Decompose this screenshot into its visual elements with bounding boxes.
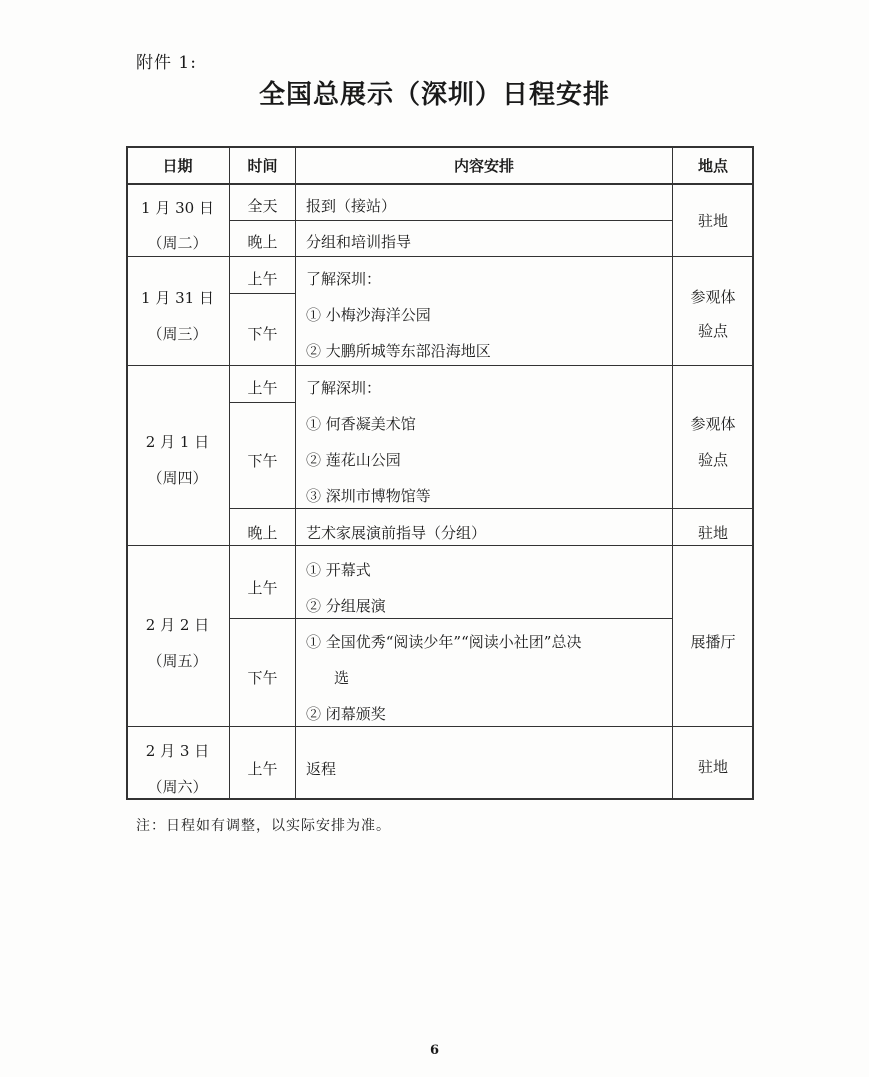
day-date: 1 月 30 日 — [141, 199, 214, 217]
day-weekday: （周四） — [147, 469, 208, 487]
content-item: ② 大鹏所城等东部沿海地区 — [306, 342, 491, 360]
day-weekday: （周六） — [147, 778, 208, 796]
content-item: 报到（接站） — [306, 197, 397, 215]
content-item: ③ 深圳市博物馆等 — [306, 487, 431, 505]
header-date: 日期 — [162, 157, 193, 175]
day-date: 2 月 1 日 — [145, 433, 210, 451]
content-item: 艺术家展演前指导（分组） — [306, 524, 487, 542]
time-slot: 上午 — [247, 760, 278, 778]
day-date: 2 月 2 日 — [145, 616, 210, 634]
content-item: 返程 — [306, 760, 337, 778]
content-item: ② 分组展演 — [306, 597, 386, 615]
content-item: 了解深圳： — [306, 270, 382, 288]
header-place: 地点 — [697, 157, 728, 175]
content-item: ① 何香凝美术馆 — [306, 415, 416, 433]
place-cell: 验点 — [697, 451, 728, 469]
footnote: 注：日程如有调整，以实际安排为准。 — [136, 818, 391, 834]
time-slot: 晚上 — [247, 524, 278, 542]
time-slot: 下午 — [247, 669, 278, 687]
content-item: ② 闭幕颁奖 — [306, 705, 386, 723]
day-date: 2 月 3 日 — [145, 742, 210, 760]
schedule-table — [126, 146, 754, 800]
day-date: 1 月 31 日 — [141, 289, 214, 307]
time-slot: 上午 — [247, 379, 278, 397]
time-slot: 晚上 — [247, 233, 278, 251]
content-item: ① 小梅沙海洋公园 — [306, 306, 431, 324]
content-item: ② 莲花山公园 — [306, 451, 401, 469]
day-weekday: （周三） — [147, 325, 208, 343]
content-item: 分组和培训指导 — [306, 233, 412, 251]
place-cell: 参观体 — [690, 415, 736, 433]
place-cell: 验点 — [697, 322, 728, 340]
day-weekday: （周二） — [147, 234, 208, 252]
attachment-label: 附件 1: — [136, 53, 197, 73]
header-content: 内容安排 — [453, 157, 514, 175]
place-cell: 驻地 — [697, 212, 728, 230]
content-item: 选 — [334, 669, 350, 687]
place-cell: 参观体 — [690, 288, 736, 306]
content-item: ① 全国优秀“阅读少年”“阅读小社团”总决 — [306, 633, 582, 651]
header-time: 时间 — [247, 157, 278, 175]
place-cell: 驻地 — [697, 524, 728, 542]
page-title: 全国总展示（深圳）日程安排 — [258, 80, 610, 110]
time-slot: 全天 — [247, 197, 278, 215]
page-number: 6 — [429, 1043, 440, 1058]
time-slot: 下午 — [247, 325, 278, 343]
time-slot: 下午 — [247, 452, 278, 470]
place-cell: 驻地 — [697, 758, 728, 776]
time-slot: 上午 — [247, 579, 278, 597]
day-weekday: （周五） — [147, 652, 208, 670]
time-slot: 上午 — [247, 270, 278, 288]
place-cell: 展播厅 — [690, 633, 736, 651]
content-item: 了解深圳： — [306, 379, 382, 397]
content-item: ① 开幕式 — [306, 561, 371, 579]
